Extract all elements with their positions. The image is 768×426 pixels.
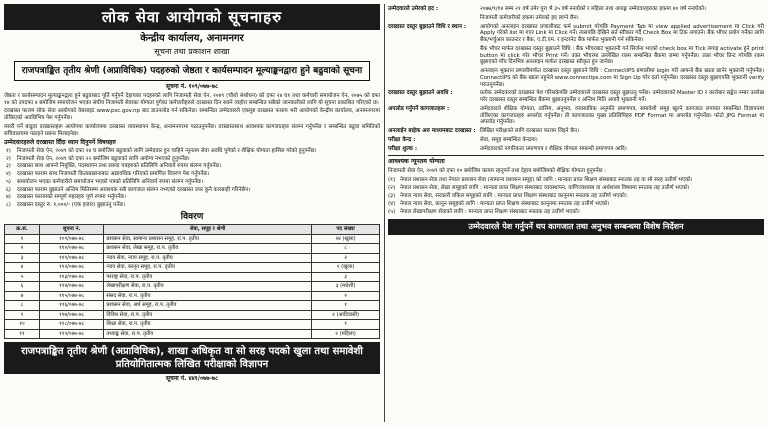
office-name: केन्द्रीय कार्यालय, अनामनगर [140,32,244,44]
info-text: सेवा, समूह सम्बन्धित केन्द्रमा। [480,137,538,144]
cell-sn: ८ [5,301,40,311]
conditions-list [4,148,380,209]
info-label [388,68,476,88]
cell-notice-no: १०९/०७७-७८ [40,234,104,244]
cell-service: प्रशासन सेवा, अर्थ समूह, रा.प. तृतीय [104,301,312,311]
cell-service: परराष्ट्र सेवा, रा.प. तृतीय [104,272,312,282]
min-qualification-heading: आवश्यक न्यूनतम योग्यता [388,158,445,166]
info-row [388,46,764,66]
cell-sn: ४ [5,263,40,273]
info-row [388,24,764,44]
psc-notice-title: लोक सेवा आयोगको सूचनाहरु [4,4,380,30]
info-row [388,128,764,135]
col-header-sn: क्र.सं. [5,225,40,235]
conditions-heading: उम्मेदवारहरुले दरखास्त दिँदा ध्यान दिनुपर्ने विषयहरु [4,139,116,147]
qualification-num: (३) [388,192,396,199]
qualification-num: (२) [388,184,396,191]
info-label: अनलाईन बाहेक अरु माध्यमबाट दरखास्त : [388,128,476,135]
cell-sn: १० [5,320,40,330]
cell-posts: ८ [312,244,380,254]
col-header-service: सेवा, समूह र श्रेणी [104,225,312,235]
info-text: लिखित परीक्षाको लागि दरखास्त फाराम लिइने छैन। [480,128,580,135]
condition-item: ३) दरखास्त साथ आफ्नो नियुक्ति, पदस्थापन तथा सरुवा पत्रहरुको प्रतिलिपि अनिवार्य रुपमा संलग्न गर्नुपर्नेछ। [6,163,222,170]
cell-notice-no: ११८/०७७-७८ [40,320,104,330]
details-table [4,224,380,339]
cell-service: न्याय सेवा, कानून समूह, रा.प. तृतीय [104,263,312,273]
table-row [5,310,380,320]
min-qualification-intro: निजामती सेवा ऐन, २०४९ को दफा १० बमोजिम कायम रहनुपर्ने तथा देहाय बमोजिमको शैक्षिक योग्यता हुनुपर्नेछ : [388,167,606,174]
cell-service: प्रशासन सेवा, लेखा समूह, रा.प. तृतीय [104,244,312,254]
qualification-num: (१) [388,176,396,183]
left-column [4,4,380,422]
info-text: उम्मेदवारको नागरिकता प्रमाणपत्र र शैक्षिक योग्यता सम्बन्धी प्रमाणपत्र आदि। [480,146,627,153]
info-row [388,68,764,88]
cell-posts: १ (खुला) [312,263,380,273]
info-row [388,6,764,13]
cell-service: संसद सेवा, रा.प. तृतीय [104,291,312,301]
info-text: आयोगको अनलाइन दरखास्त प्रणालीबाट फर्म submit गरेपछि Payment Tab मा view applied advertisement मा Click गरी Apply गरेको list मा गएर Link मा Click गर्ने। त्यसपछि देखिने सर्त स्वीकार गर्दै Check Box मा टिक लगाउने। बैंक भौचर प्रयोग गर्नेका लागि बैंक/भर्चुअल काउन्टर र बैंक, ए.टी.एम. र इन्टरनेट बैंक मार्फत भुक्तानी गर्न सकिनेछ। [480,23,764,44]
table-row [5,272,380,282]
info-row [388,90,764,104]
cell-service: तथ्याङ्क सेवा, रा.प. तृतीय [104,329,312,339]
info-row [388,106,764,126]
cell-notice-no: ११३/०७७-७८ [40,272,104,282]
qualification-text: नेपाल प्रशासन सेवा तथा नेपाल प्रशासन सेवा (सामान्य प्रशासन समूह) को लागि : मान्यता प्राप्त शिक्षण संस्थाबाट स्नातक तह वा सो सरह उत्तीर्ण भएको। [400,176,693,183]
cell-sn: ६ [5,282,40,292]
cell-posts: २ (आदिवासी) [312,310,380,320]
cell-sn: ३ [5,253,40,263]
condition-item: १) निजामती सेवा ऐन, २०४९ को दफा २४ घ बमोजिम बढुवाको लागि उम्मेदवार हुन चाहिने न्यूनतम सेवा अवधि पुगेको र शैक्षिक योग्यता हासिल गरेको हुनुपर्नेछ। [6,147,317,154]
qualification-text: नेपाल लेखापरीक्षण सेवाको लागि : मान्यता प्राप्त शिक्षण संस्थाबाट स्नातक तह उत्तीर्ण भएको। [400,208,580,215]
table-row [5,291,380,301]
qualification-item [388,177,764,184]
info-text: उम्मेदवारले शैक्षिक योग्यता, तालिम, अनुभव, व्यवसायिक अनुमति प्रमाणपत्र, समावेशी समूह खुल्ने कागजात लगायत सम्बन्धित विज्ञापनमा तोकिएका कागजातहरु अपलोड गर्नुपर्नेछ। ती कागजातका मुख्य प्रतिलिपिहरु PDF Format मा अपलोड गर्नुपर्नेछ। फोटो JPG Format मा अपलोड गर्नुपर्नेछ। [480,105,764,126]
info-text: प्रत्येक उम्मेदवारको दरखास्त पेश गरिसकेपछि उम्मेदवारले दरखास्त दस्तुर बुझाउनु पर्नेछ। उम्मेदवारको Master ID र कारोबार सङ्केत नम्बर उल्लेख गरेर दरखास्त दस्तुर सम्बन्धित बैंकमा बुझाउनुपर्नेछ र अन्तिम मिति अगावै भुक्तानी गर्ने। [480,90,764,104]
qualification-text: नेपाल न्याय सेवा, सरकारी वकिल समूहको लागि : मान्यता प्राप्त शिक्षण संस्थाबाट कानूनमा स्नातक तह उत्तीर्ण भएको। [400,192,627,199]
info-text: बैंक भौचर मार्फत दरखास्त दस्तुर बुझाउने विधि : बैंक भौचरबाट भुक्तानी गर्न सिर्जना भएको check box मा Tick लगाइ activate हुने print button मा click गरेर भौचर Print गर्ने। उक्त भौचरमा उल्लेखित रकम सम्बन्धित बैंकमा जम्मा गर्नुपर्नेछ। उक्त भौचर प्रिन्ट गरेपछि रकम बुझाएको पाँच दिनभित्र अनलाइन मार्फत दरखास्त स्वीकृत हुन जानेछ। [480,45,764,66]
table-header-row [5,225,380,235]
qualification-item [388,209,764,216]
cell-posts: १ [312,320,380,330]
info-text: २०७७/९/१४ सम्म २१ वर्ष उमेर पुरा भै ३५ वर्ष ननाघेको र महिला तथा अपाङ्ग उम्मेदवारहरुका हकमा ४० वर्ष ननाघेको। [480,6,706,12]
cell-sn: १ [5,234,40,244]
table-row [5,301,380,311]
cell-notice-no: ११६/०७७-७८ [40,301,104,311]
qualification-text: नेपाल न्याय सेवा, कानून समूहको लागि : मान्यता प्राप्त शिक्षण संस्थाबाट कानूनमा स्नातक तह उत्तीर्ण भएको। [400,200,610,207]
cell-posts: १ [312,301,380,311]
cell-notice-no: ११०/०७७-७८ [40,244,104,254]
cell-posts: ३ [312,272,380,282]
promotion-notice-title: राजपत्राङ्कित तृतीय श्रेणी (अप्राविधिक) पदहरुको जेष्ठता र कार्यसम्पादन मूल्याङ्कनद्वारा हुने बढुवाको सूचना [14,61,370,81]
info-label: दरखास्त दस्तुर बुझाउने विधि र स्थान : [388,23,467,30]
details-heading: विवरण [180,211,204,222]
cell-service: न्याय सेवा, न्याय समूह, रा.प. तृतीय [104,253,312,263]
cell-sn: ९ [5,310,40,320]
info-label: दरखास्त दस्तुर बुझाउने अवधि : [388,90,453,97]
qualification-num: (४) [388,200,396,207]
info-row [388,15,764,22]
cell-sn: ११ [5,329,40,339]
condition-item: ८) दरखास्त दस्तुर रु. १,०००/- (एक हजार) बुझाउनु पर्नेछ। [6,202,126,209]
cell-notice-no: ११५/०७७-७८ [40,291,104,301]
qualification-list [388,177,764,216]
table-row [5,282,380,292]
condition-item: ७) दरखास्त फारामको सम्पूर्ण महलहरु पूर्ण रुपमा भर्नुपर्नेछ। [6,194,126,201]
intro-paragraph-1: जेष्ठता र कार्यसम्पादन मूल्याङ्कनद्वारा हुने बढुवाबाट पूर्ति गर्नुपर्ने देहायका पदहरुको लागि निजामती सेवा ऐन, २०४९ (चौथो संशोधन) को दफा २४ घ१ तथा कर्मचारी समायोजन ऐन, २०७५ को दफा १४ को उपदफा ४ बमोजिम समायोजन भएका संघीय निजामती सेवाका योग्यता पुगेका कर्मचारीहरुले दरखास्त दिन सक्ने व्यहोरा सम्बन्धित सबैको जानकारीको लागि यो सूचना प्रकाशित गरिएको छ। [4,92,380,106]
right-column [384,4,764,422]
col-header-notice-no: सूचना नं. [40,225,104,235]
info-row [388,146,764,153]
section-name: सूचना तथा प्रकाशन शाखा [154,47,230,57]
condition-item: २) निजामती सेवा ऐन, २०४९ को दफा २२ बमोजिम बढुवाको लागि अयोग्य नभएको हुनुपर्नेछ। [6,155,190,162]
condition-item: ४) दरखास्त फाराम साथ निजामती किताबखानाबाट अद्यावधिक गरिएको प्रमाणित विवरण पेश गर्नुपर्नेछ। [6,171,210,178]
qualification-num: (५) [388,208,396,215]
cell-notice-no: ११९/०७७-७८ [40,329,104,339]
intro-paragraph-2: दरखास्त फाराम लोक सेवा आयोगको वेबसाइट www.psc.gov.np बाट डाउनलोड गर्न सकिनेछ। सम्बन्धित उम्मेदवारले एकमुष्ट दरखास्त फाराम भरी आयोगको केन्द्रीय कार्यालय, अनामनगरमा तोकिएको अवधिभित्र पेश गर्नुपर्नेछ। [4,108,380,122]
info-label: उम्मेदवारले उमेरको हद : [388,6,439,12]
qualification-item [388,193,764,200]
info-label [388,15,476,22]
table-row [5,253,380,263]
written-exam-advert-banner: राजपत्राङ्कित तृतीय श्रेणी (अप्राविधिक), शाखा अधिकृत वा सो सरह पदको खुला तथा समावेशी प्रतियोगितात्मक लिखित परीक्षाको विज्ञापन [4,342,380,374]
table-row [5,320,380,330]
cell-sn: ७ [5,291,40,301]
info-text: निजामती कर्मचारीको हकमा उमेरको हद लाग्ने छैन। [480,14,579,21]
table-row [5,234,380,244]
cell-posts: २४ (खुला) [312,234,380,244]
qualification-text: नेपाल प्रशासन सेवा, लेखा समूहको लागि : मान्यता प्राप्त शिक्षण संस्थाबाट व्यवस्थापन, वाणिज्यशास्त्र वा अर्थशास्त्र विषयमा स्नातक तह उत्तीर्ण भएको। [400,184,690,191]
condition-item: ५) समायोजन भएका कर्मचारीले समायोजन भएको पत्रको प्रतिलिपि अनिवार्य रुपमा संलग्न गर्नुपर्नेछ। [6,178,204,185]
qualification-item [388,185,764,192]
condition-item: ६) दरखास्त फाराम बुझाउने अन्तिम मितिसम्म आवश्यक सबै कागजात संलग्न नभएको दरखास्त उपर कुनै कारबाही गरिनेछैन। [6,186,251,193]
info-label: परीक्षा शुल्क : [388,146,418,153]
cell-posts: २ (महिला) [312,329,380,339]
info-row [388,137,764,144]
divider [388,155,764,156]
advert-number: सूचना नं. ४४१/०७७-७८ [165,375,219,383]
cell-notice-no: ११४/०७७-७८ [40,282,104,292]
table-row [5,244,380,254]
cell-service: प्रशासन सेवा, सामान्य प्रशासन समूह, रा.प. तृतीय [104,234,312,244]
table-row [5,263,380,273]
notice-number: सूचना नं. १०९/०७७-७८ [165,83,219,91]
cell-service: विविध सेवा, रा.प. तृतीय [104,310,312,320]
table-row [5,329,380,339]
info-label [388,46,476,66]
cell-sn: २ [5,244,40,254]
cell-notice-no: १११/०७७-७८ [40,253,104,263]
special-instruction-banner: उम्मेदवारले पेश गर्नुपर्ने थप कागजात तथा अनुभव सम्बन्धमा विशेष निर्देशन [388,219,764,235]
cell-posts: २ [312,291,380,301]
col-header-posts: पद संख्या [312,225,380,235]
qualification-item [388,201,764,208]
cell-service: लेखापरीक्षण सेवा, रा.प. तृतीय [104,282,312,292]
info-label: अपलोड गर्नुपर्ने कागजातहरू : [388,105,450,112]
cell-notice-no: ११७/०७७-७८ [40,310,104,320]
info-text: अनलाइन भुक्तान प्रणालीमार्फत दरखास्त दस्तुर बुझाउने विधि : ConnectIPS प्रणालीमा login गरी आफ्नो बैंक खाता छानेर भुक्तानी गर्नुपर्नेछ। ConnectIPS को बैंक खाता नहुनेले www.connectips.com मा Sign Up गरेर दर्ता गर्नुपर्नेछ। दरखास्त दस्तुर बुझाएपछि भुक्तानी verify गराउनुपर्नेछ। [480,68,764,88]
intro-paragraph-3: यसरी पर्ने बाढुवा दरखास्तहरू आयोगमा कार्यालयमा दरखास्त व्यवस्थापन केन्द्र, अनामनगरमा पठाउनुपर्नेछ। दरखास्तसाथ आवश्यक कागजातहरु संलग्न गर्नुपर्नेछ र सम्बन्धित बढुवा समितिको सचिवालयमा पठाइने प्रबन्ध मिलाइनेछ। [4,123,380,137]
info-label: परीक्षा केन्द्र : [388,137,416,144]
cell-posts: ३ (मधेशी) [312,282,380,292]
cell-posts: २ [312,253,380,263]
cell-notice-no: ११२/०७७-७८ [40,263,104,273]
cell-service: शिक्षा सेवा, रा.प. तृतीय [104,320,312,330]
cell-sn: ५ [5,272,40,282]
